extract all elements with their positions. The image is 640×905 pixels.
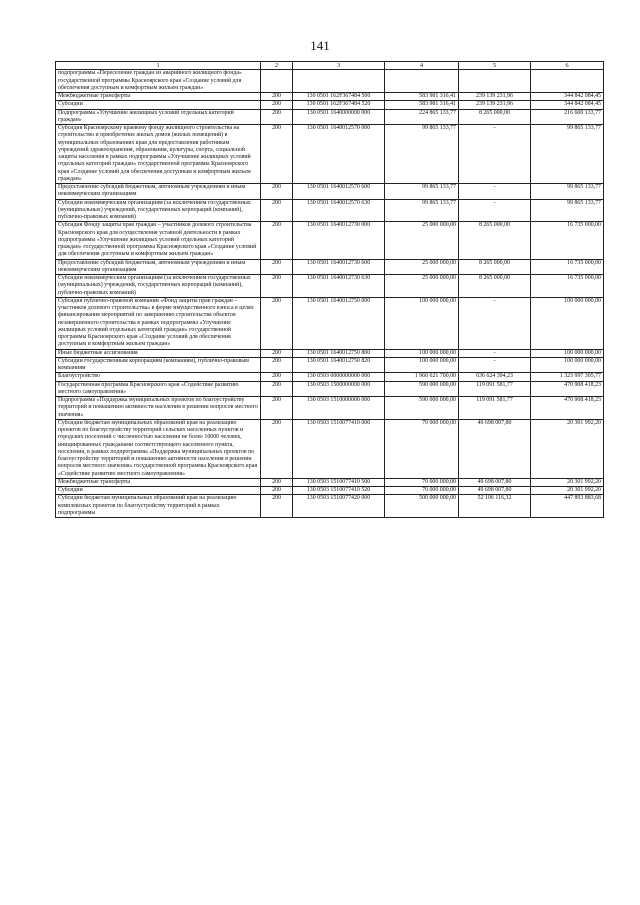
row-kbk-cell: 130 0501 1640012730 630 xyxy=(293,275,385,298)
row-value-col6: 99 865 133,77 xyxy=(531,184,604,200)
row-value-col4: 590 000 000,00 xyxy=(385,397,459,420)
row-value-col5: 49 698 007,80 xyxy=(459,478,531,486)
row-value-col4: 70 000 000,00 xyxy=(385,487,459,495)
row-kbk-cell: 130 0503 1500000000 000 xyxy=(293,381,385,397)
row-name-cell: Межбюджетные трансферты xyxy=(56,93,261,101)
row-value-col4: 25 000 000,00 xyxy=(385,275,459,298)
row-value-col6: 20 301 992,20 xyxy=(531,487,604,495)
row-name-cell: Благоустройство xyxy=(56,373,261,381)
row-code-cell: 200 xyxy=(261,381,293,397)
row-value-col4: 99 865 133,77 xyxy=(385,199,459,222)
row-name-cell: Межбюджетные трансферты xyxy=(56,478,261,486)
row-kbk-cell: 130 0501 1640012730 600 xyxy=(293,259,385,275)
row-value-col6: 216 600 133,77 xyxy=(531,109,604,125)
row-code-cell: 200 xyxy=(261,419,293,478)
row-code-cell: 200 xyxy=(261,495,293,518)
row-value-col6: 447 893 883,68 xyxy=(531,495,604,518)
table-row xyxy=(56,349,604,357)
row-value-col6: 16 735 000,00 xyxy=(531,222,604,259)
row-name-cell: Государственная программа Красноярского края «Содействие развитию местного самоуправления» xyxy=(56,381,261,397)
table-row xyxy=(56,259,604,275)
row-value-col4: 99 865 133,77 xyxy=(385,125,459,184)
row-name-cell: Субсидии некоммерческим организациям (за исключением государственных (муниципальных) учреждений, государственных корпораций (компаний), публично-правовых компаний) xyxy=(56,199,261,222)
row-value-col4: 100 000 000,00 xyxy=(385,349,459,357)
column-header: 6 xyxy=(531,62,604,70)
row-kbk-cell xyxy=(293,70,385,93)
row-value-col4: 25 000 000,00 xyxy=(385,222,459,259)
table-row xyxy=(56,109,604,125)
row-code-cell: 200 xyxy=(261,222,293,259)
row-kbk-cell: 130 0501 1640012570 000 xyxy=(293,125,385,184)
row-kbk-cell: 130 0501 162F367484 520 xyxy=(293,101,385,109)
column-header: 2 xyxy=(261,62,293,70)
table-row xyxy=(56,275,604,298)
row-value-col4: 25 000 000,00 xyxy=(385,259,459,275)
row-value-col5: 8 265 000,00 xyxy=(459,109,531,125)
row-value-col5: - xyxy=(459,125,531,184)
row-name-cell: Субсидия публично-правовой компании «Фонд защиты прав граждан – участников долевого строительства» в форме имущественного взноса в целях финансирования мероприятий по завершению строительства объектов незавершенного строительства в рамках подпрограммы «Улучшение жилищных условий отдельных категорий граждан» государственной программы Красноярского края «Создание условий для обеспечения доступным и комфортным жильем граждан» xyxy=(56,297,261,349)
row-value-col4: 583 981 316,41 xyxy=(385,93,459,101)
row-value-col6: 100 000 000,00 xyxy=(531,349,604,357)
column-header: 4 xyxy=(385,62,459,70)
row-value-col4: 99 865 133,77 xyxy=(385,184,459,200)
table-row xyxy=(56,125,604,184)
row-kbk-cell: 130 0503 1510077410 520 xyxy=(293,487,385,495)
row-value-col6: 20 301 992,20 xyxy=(531,478,604,486)
row-kbk-cell: 130 0501 1640012730 000 xyxy=(293,222,385,259)
row-value-col4: 70 000 000,00 xyxy=(385,478,459,486)
row-name-cell: Субсидия Фонду защиты прав граждан – участников долевого строительства Красноярского края для осуществления уставной деятельности в рамках подпрограммы «Улучшение жилищных условий отдельных категорий граждан» государственной программы Красноярского края «Создание условий для обеспечения доступным и комфортным жильем граждан» xyxy=(56,222,261,259)
row-code-cell: 200 xyxy=(261,101,293,109)
row-value-col5: 49 698 007,80 xyxy=(459,487,531,495)
row-code-cell: 200 xyxy=(261,349,293,357)
row-name-cell: Подпрограмма «Поддержка муниципальных проектов по благоустройству территорий и повышению активности населения в решении вопросов местного значения» xyxy=(56,397,261,420)
row-value-col5: 239 139 231,96 xyxy=(459,93,531,101)
row-value-col4: 590 000 000,00 xyxy=(385,381,459,397)
table-row xyxy=(56,495,604,518)
row-kbk-cell: 130 0501 162F367484 500 xyxy=(293,93,385,101)
row-code-cell: 200 xyxy=(261,199,293,222)
row-code-cell: 200 xyxy=(261,184,293,200)
table-row xyxy=(56,184,604,200)
row-kbk-cell: 130 0503 1510000000 000 xyxy=(293,397,385,420)
row-value-col5: 636 624 394,23 xyxy=(459,373,531,381)
row-value-col4: 1 960 621 700,00 xyxy=(385,373,459,381)
row-value-col5: 52 106 116,32 xyxy=(459,495,531,518)
row-value-col5: 119 091 581,77 xyxy=(459,381,531,397)
row-value-col5: - xyxy=(459,184,531,200)
row-name-cell: подпрограммы «Переселение граждан из аварийного жилищного фонда» государственной программы Красноярского края «Создание условий для обеспечения доступным и комфортным жильем граждан» xyxy=(56,70,261,93)
row-value-col5: 8 265 000,00 xyxy=(459,222,531,259)
row-name-cell: Иные бюджетные ассигнования xyxy=(56,349,261,357)
row-value-col4 xyxy=(385,70,459,93)
row-value-col6: 16 735 000,00 xyxy=(531,259,604,275)
row-name-cell: Субсидия Красноярскому краевому фонду жилищного строительства на строительство и приобретение жилых домов (жилых помещений) в муниципальных образованиях края для предоставления работникам учреждений здравоохранения, образования, культуры, спорта, социальной защиты населения в рамках подпрограммы «Улучшение жилищных условий отдельных категорий граждан» государственной программы Красноярского края «Создание условий для обеспечения доступным и комфортным жильем граждан» xyxy=(56,125,261,184)
row-code-cell: 200 xyxy=(261,373,293,381)
row-code-cell: 200 xyxy=(261,397,293,420)
row-value-col4: 583 981 316,41 xyxy=(385,101,459,109)
row-name-cell: Субсидии государственным корпорациям (компаниям), публично-правовым компаниям xyxy=(56,357,261,373)
table-row xyxy=(56,419,604,478)
row-value-col5: 239 139 231,96 xyxy=(459,101,531,109)
row-value-col5: - xyxy=(459,349,531,357)
row-value-col6: 100 000 000,00 xyxy=(531,357,604,373)
row-value-col6: 470 908 418,23 xyxy=(531,397,604,420)
row-name-cell: Подпрограмма «Улучшение жилищных условий отдельных категорий граждан» xyxy=(56,109,261,125)
row-value-col6: 344 842 084,45 xyxy=(531,101,604,109)
row-value-col6 xyxy=(531,70,604,93)
column-header: 5 xyxy=(459,62,531,70)
row-kbk-cell: 130 0503 1510077410 000 xyxy=(293,419,385,478)
row-code-cell: 200 xyxy=(261,125,293,184)
table-row xyxy=(56,487,604,495)
row-value-col5: 8 265 000,00 xyxy=(459,275,531,298)
row-code-cell: 200 xyxy=(261,109,293,125)
header-row xyxy=(56,62,604,70)
column-header: 3 xyxy=(293,62,385,70)
row-value-col6: 16 735 000,00 xyxy=(531,275,604,298)
row-name-cell: Субсидии бюджетам муниципальных образований края на реализацию проектов по благоустройству территорий сельских населенных пунктов и городских поселений с численностью населения не более 10000 человек, инициированных гражданами соответствующего населенного пункта, поселения, в рамках подпрограммы «Поддержка муниципальных проектов по благоустройству территорий и повышению активности населения в решении вопросов местного значения» государственной программы Красноярского края «Содействие развитию местного самоуправления» xyxy=(56,419,261,478)
row-kbk-cell: 130 0503 1510077410 500 xyxy=(293,478,385,486)
row-value-col6: 99 865 133,77 xyxy=(531,125,604,184)
row-kbk-cell: 130 0501 1640012570 600 xyxy=(293,184,385,200)
table-row xyxy=(56,357,604,373)
table-row xyxy=(56,478,604,486)
table-row xyxy=(56,93,604,101)
row-value-col6: 100 000 000,00 xyxy=(531,297,604,349)
row-code-cell: 200 xyxy=(261,275,293,298)
row-value-col5: 49 698 007,80 xyxy=(459,419,531,478)
row-kbk-cell: 130 0503 0000000000 000 xyxy=(293,373,385,381)
row-kbk-cell: 130 0501 1640000000 000 xyxy=(293,109,385,125)
row-value-col5: - xyxy=(459,357,531,373)
row-value-col4: 70 000 000,00 xyxy=(385,419,459,478)
row-code-cell: 200 xyxy=(261,297,293,349)
row-value-col6: 1 323 997 305,77 xyxy=(531,373,604,381)
row-value-col5 xyxy=(459,70,531,93)
row-code-cell: 200 xyxy=(261,93,293,101)
row-kbk-cell: 130 0501 1640012570 630 xyxy=(293,199,385,222)
row-name-cell: Субсидии xyxy=(56,487,261,495)
row-name-cell: Предоставление субсидий бюджетным, автономным учреждениям и иным некоммерческим организациям xyxy=(56,184,261,200)
row-code-cell: 200 xyxy=(261,487,293,495)
table-row xyxy=(56,199,604,222)
row-value-col5: 8 265 000,00 xyxy=(459,259,531,275)
table-row xyxy=(56,373,604,381)
row-code-cell: 200 xyxy=(261,478,293,486)
table-row xyxy=(56,397,604,420)
row-name-cell: Субсидии некоммерческим организациям (за исключением государственных (муниципальных) учреждений, государственных корпораций (компаний), публично-правовых компаний) xyxy=(56,275,261,298)
row-name-cell: Субсидии бюджетам муниципальных образований края на реализацию комплексных проектов по благоустройству территорий в рамках подпрограммы xyxy=(56,495,261,518)
row-value-col4: 500 000 000,00 xyxy=(385,495,459,518)
row-kbk-cell: 130 0501 1640012750 820 xyxy=(293,357,385,373)
row-name-cell: Предоставление субсидий бюджетным, автономным учреждениям и иным некоммерческим организациям xyxy=(56,259,261,275)
page-number: 141 xyxy=(310,38,330,53)
row-kbk-cell: 130 0501 1640012750 800 xyxy=(293,349,385,357)
row-value-col6: 20 301 992,20 xyxy=(531,419,604,478)
row-value-col5: - xyxy=(459,297,531,349)
budget-table xyxy=(55,61,604,518)
table-row xyxy=(56,101,604,109)
table-row xyxy=(56,70,604,93)
row-code-cell: 200 xyxy=(261,259,293,275)
row-value-col4: 100 000 000,00 xyxy=(385,357,459,373)
row-kbk-cell: 130 0503 1510077420 000 xyxy=(293,495,385,518)
row-kbk-cell: 130 0501 1640012750 000 xyxy=(293,297,385,349)
row-value-col6: 344 842 084,45 xyxy=(531,93,604,101)
row-value-col6: 470 908 418,23 xyxy=(531,381,604,397)
column-header: 1 xyxy=(56,62,261,70)
table-row xyxy=(56,381,604,397)
table-row xyxy=(56,222,604,259)
row-value-col6: 99 865 133,77 xyxy=(531,199,604,222)
table-row xyxy=(56,297,604,349)
row-value-col5: - xyxy=(459,199,531,222)
row-value-col4: 224 865 133,77 xyxy=(385,109,459,125)
row-value-col4: 100 000 000,00 xyxy=(385,297,459,349)
row-value-col5: 119 091 581,77 xyxy=(459,397,531,420)
row-name-cell: Субсидии xyxy=(56,101,261,109)
row-code-cell: 200 xyxy=(261,357,293,373)
row-code-cell xyxy=(261,70,293,93)
